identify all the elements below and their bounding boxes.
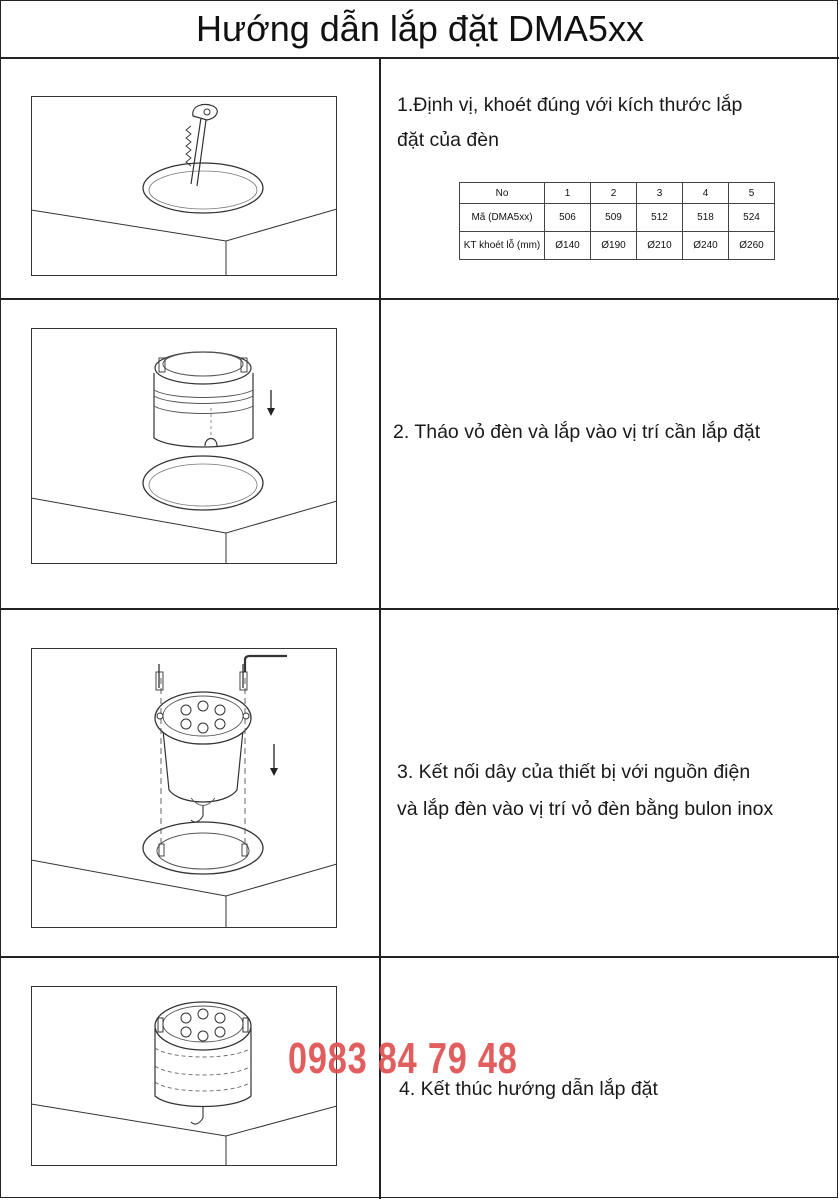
table-cell: 2 — [591, 183, 637, 204]
table-cell: 512 — [637, 204, 683, 232]
step-1-illustration — [31, 96, 337, 276]
page-title: Hướng dẫn lắp đặt DMA5xx — [1, 1, 839, 59]
step-2-illustration-cell — [1, 300, 381, 608]
table-cell: Ø260 — [729, 232, 775, 260]
table-cell: KT khoét lỗ (mm) — [460, 232, 545, 260]
step-row-2 — [1, 300, 839, 610]
table-cell: 4 — [683, 183, 729, 204]
cutout-dimension-table — [459, 182, 775, 260]
table-cell: Ø190 — [591, 232, 637, 260]
step-2-illustration — [31, 328, 337, 564]
step-3-line-2: và lắp đèn vào vị trí vỏ đèn bằng bulon inox — [397, 798, 774, 820]
table-row — [460, 204, 775, 232]
table-cell: No — [460, 183, 545, 204]
step-1-illustration-cell — [1, 59, 381, 298]
table-cell: Ø210 — [637, 232, 683, 260]
step-3-line-1: 3. Kết nối dây của thiết bị với nguồn điện — [397, 761, 751, 783]
phone-watermark: 0983 84 79 48 — [288, 1034, 518, 1083]
step-1-line-1: 1.Định vị, khoét đúng với kích thước lắp — [397, 94, 743, 116]
step-4-line-1: 4. Kết thúc hướng dẫn lắp đặt — [399, 1078, 658, 1100]
table-cell: 518 — [683, 204, 729, 232]
table-cell: Ø140 — [545, 232, 591, 260]
step-1-text-cell — [381, 59, 839, 298]
step-2-line-1: 2. Tháo vỏ đèn và lắp vào vị trí cần lắp đặt — [393, 421, 761, 443]
table-cell: 509 — [591, 204, 637, 232]
step-3-illustration-cell — [1, 610, 381, 956]
table-cell: 506 — [545, 204, 591, 232]
table-row — [460, 183, 775, 204]
step-3-text-cell — [381, 610, 839, 956]
table-row — [460, 232, 775, 260]
table-cell: 524 — [729, 204, 775, 232]
table-cell: Mã (DMA5xx) — [460, 204, 545, 232]
step-row-3 — [1, 610, 839, 958]
lamp-mount-drawing — [31, 648, 337, 928]
step-row-1 — [1, 59, 839, 300]
table-cell: 5 — [729, 183, 775, 204]
table-cell: 1 — [545, 183, 591, 204]
table-cell: 3 — [637, 183, 683, 204]
step-1-line-2: đặt của đèn — [397, 129, 499, 151]
cutting-hole-drawing — [31, 96, 337, 276]
step-3-illustration — [31, 648, 337, 928]
housing-install-drawing — [31, 328, 337, 564]
table-cell: Ø240 — [683, 232, 729, 260]
step-2-text-cell — [381, 300, 839, 608]
